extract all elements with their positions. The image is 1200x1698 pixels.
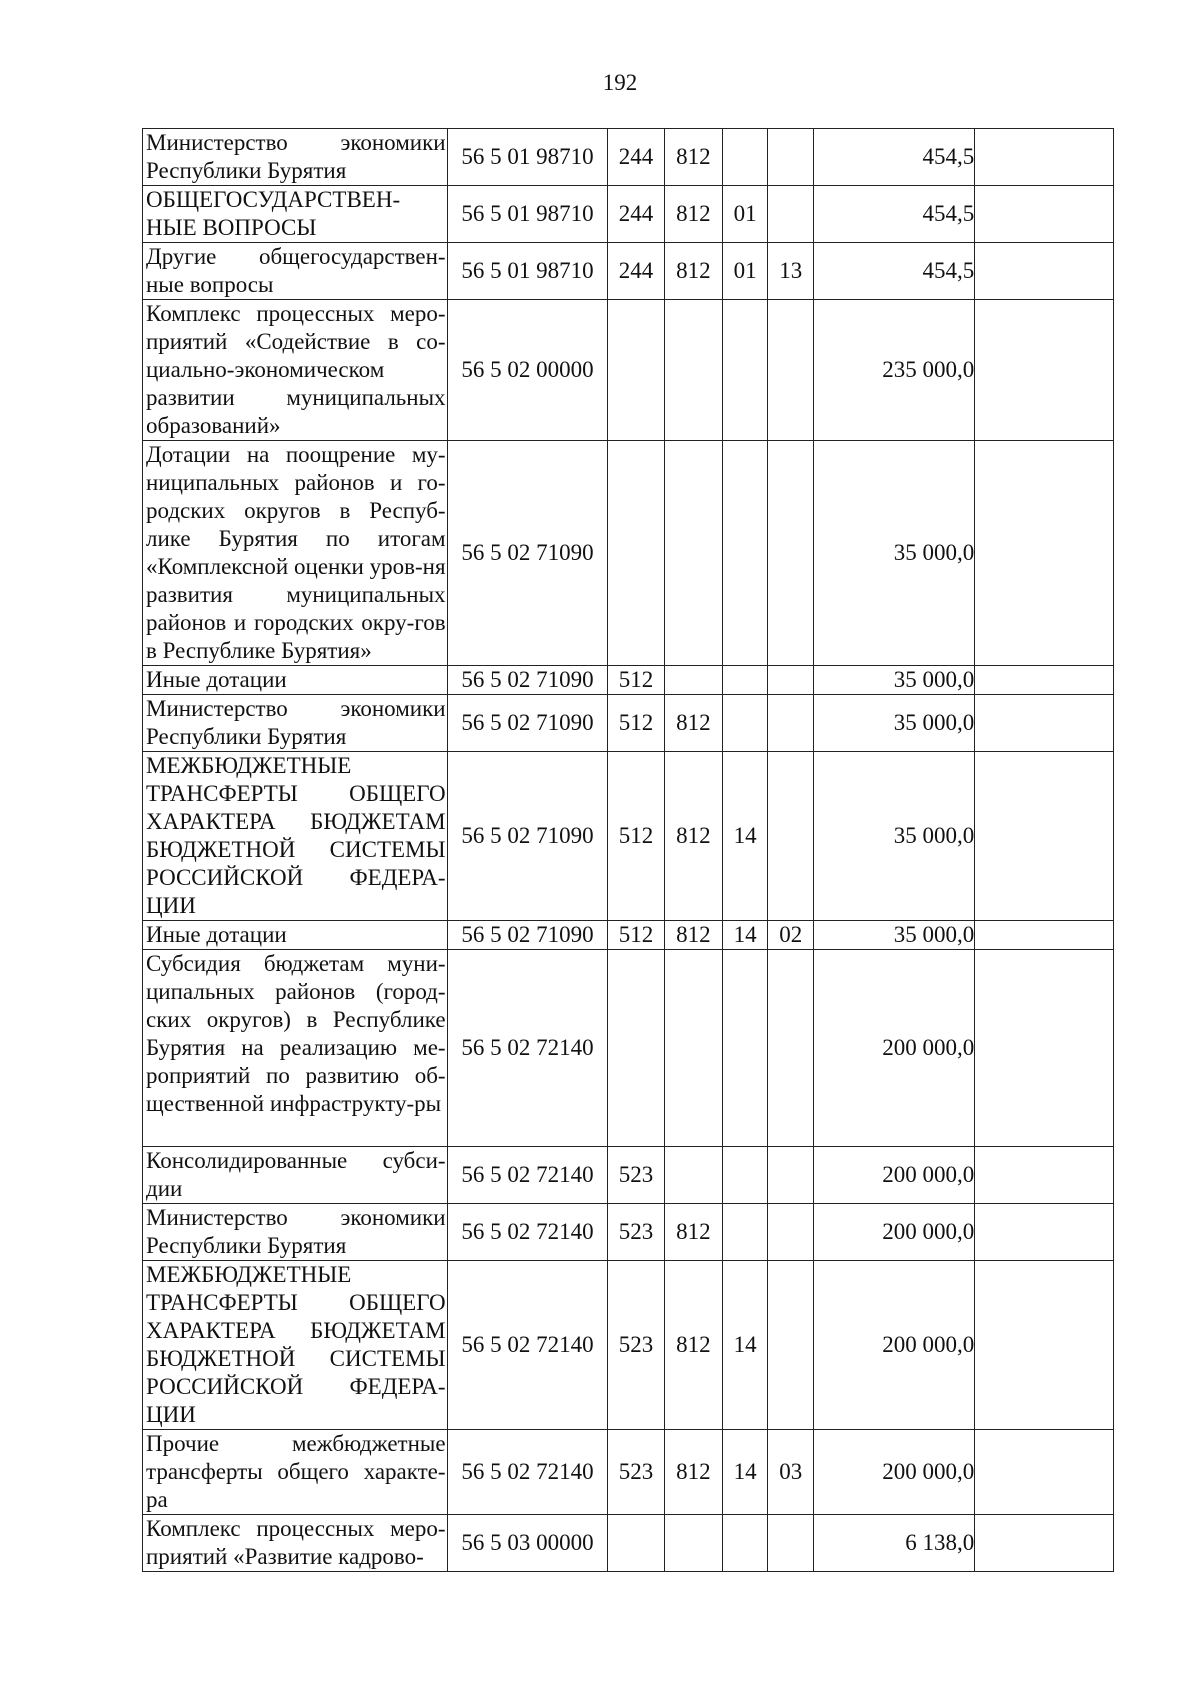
row-amount: 235 000,0 <box>814 300 975 441</box>
row-target-code: 56 5 02 00000 <box>447 300 608 441</box>
row-grbs-code <box>664 441 722 666</box>
row-expense-type <box>608 950 664 1147</box>
table-row <box>143 1204 1114 1261</box>
row-expense-type: 523 <box>608 1261 664 1430</box>
budget-table-body <box>143 129 1114 1572</box>
row-subsection: 13 <box>768 243 814 300</box>
row-subsection <box>768 752 814 921</box>
row-name: Министерство экономики Республики Бурятия <box>143 1204 448 1261</box>
row-amount: 200 000,0 <box>814 1430 975 1515</box>
table-row <box>143 752 1114 921</box>
table-row <box>143 1261 1114 1430</box>
row-name: Комплекс процессных меро-приятий «Содействие в со-циально-экономическом развитии муниципальных образований» <box>143 300 448 441</box>
row-subsection <box>768 950 814 1147</box>
row-grbs-code <box>664 950 722 1147</box>
row-target-code: 56 5 02 71090 <box>447 441 608 666</box>
row-amount: 35 000,0 <box>814 666 975 695</box>
row-empty-cell <box>975 695 1114 752</box>
row-target-code: 56 5 02 71090 <box>447 921 608 950</box>
row-grbs-code <box>664 1147 722 1204</box>
row-amount: 6 138,0 <box>814 1515 975 1572</box>
row-expense-type: 512 <box>608 666 664 695</box>
row-section: 01 <box>722 186 767 243</box>
row-grbs-code: 812 <box>664 1204 722 1261</box>
table-row <box>143 1515 1114 1572</box>
budget-table <box>142 128 1114 1572</box>
row-section <box>722 666 767 695</box>
row-expense-type: 244 <box>608 243 664 300</box>
row-name: Министерство экономики Республики Бурятия <box>143 129 448 186</box>
row-expense-type: 523 <box>608 1430 664 1515</box>
row-expense-type: 512 <box>608 695 664 752</box>
row-grbs-code: 812 <box>664 1430 722 1515</box>
table-row <box>143 186 1114 243</box>
row-target-code: 56 5 02 72140 <box>447 950 608 1147</box>
row-section <box>722 1515 767 1572</box>
row-amount: 35 000,0 <box>814 441 975 666</box>
row-section: 14 <box>722 1261 767 1430</box>
row-subsection <box>768 695 814 752</box>
table-row <box>143 243 1114 300</box>
row-subsection <box>768 1515 814 1572</box>
row-empty-cell <box>975 1147 1114 1204</box>
row-grbs-code: 812 <box>664 695 722 752</box>
table-row <box>143 666 1114 695</box>
table-row <box>143 950 1114 1147</box>
row-empty-cell <box>975 1204 1114 1261</box>
row-empty-cell <box>975 243 1114 300</box>
page-number: 192 <box>602 70 638 95</box>
row-name: Дотации на поощрение му-ниципальных районов и го-родских округов в Респуб-лике Бурятия по итогам «Комплексной оценки уров-ня развития муниципальных районов и городских окру-гов в Республике Бурятия» <box>143 441 448 666</box>
row-expense-type: 523 <box>608 1147 664 1204</box>
row-expense-type <box>608 441 664 666</box>
row-grbs-code: 812 <box>664 1261 722 1430</box>
row-grbs-code: 812 <box>664 129 722 186</box>
row-grbs-code: 812 <box>664 243 722 300</box>
row-empty-cell <box>975 441 1114 666</box>
table-row <box>143 695 1114 752</box>
row-grbs-code: 812 <box>664 186 722 243</box>
row-amount: 454,5 <box>814 243 975 300</box>
table-row <box>143 129 1114 186</box>
row-empty-cell <box>975 300 1114 441</box>
row-subsection <box>768 300 814 441</box>
row-target-code: 56 5 01 98710 <box>447 186 608 243</box>
row-target-code: 56 5 02 72140 <box>447 1261 608 1430</box>
row-amount: 454,5 <box>814 186 975 243</box>
row-empty-cell <box>975 950 1114 1147</box>
row-section <box>722 950 767 1147</box>
row-empty-cell <box>975 921 1114 950</box>
row-subsection <box>768 129 814 186</box>
row-expense-type: 244 <box>608 186 664 243</box>
row-section <box>722 441 767 666</box>
row-subsection: 02 <box>768 921 814 950</box>
row-subsection <box>768 1261 814 1430</box>
row-section: 14 <box>722 752 767 921</box>
row-name: Консолидированные субси-дии <box>143 1147 448 1204</box>
row-target-code: 56 5 02 71090 <box>447 666 608 695</box>
row-grbs-code: 812 <box>664 752 722 921</box>
row-target-code: 56 5 02 71090 <box>447 752 608 921</box>
row-expense-type: 523 <box>608 1204 664 1261</box>
row-name: Иные дотации <box>143 666 448 695</box>
row-name: Субсидия бюджетам муни-ципальных районов (город-ских округов) в Республике Бурятия на реализацию ме-роприятий по развитию об-щественной инфраструкту-ры <box>143 950 448 1147</box>
row-section <box>722 300 767 441</box>
row-subsection <box>768 186 814 243</box>
row-amount: 35 000,0 <box>814 752 975 921</box>
row-empty-cell <box>975 1515 1114 1572</box>
row-target-code: 56 5 02 71090 <box>447 695 608 752</box>
row-subsection <box>768 441 814 666</box>
row-subsection <box>768 1147 814 1204</box>
row-section: 14 <box>722 921 767 950</box>
row-name: ОБЩЕГОСУДАРСТВЕН-НЫЕ ВОПРОСЫ <box>143 186 448 243</box>
row-amount: 35 000,0 <box>814 921 975 950</box>
row-empty-cell <box>975 186 1114 243</box>
row-expense-type <box>608 1515 664 1572</box>
row-empty-cell <box>975 666 1114 695</box>
row-amount: 454,5 <box>814 129 975 186</box>
row-expense-type: 512 <box>608 752 664 921</box>
row-subsection: 03 <box>768 1430 814 1515</box>
table-row <box>143 300 1114 441</box>
row-name: МЕЖБЮДЖЕТНЫЕ ТРАНСФЕРТЫ ОБЩЕГО ХАРАКТЕРА БЮДЖЕТАМ БЮДЖЕТНОЙ СИСТЕМЫ РОССИЙСКОЙ ФЕДЕРА-ЦИИ <box>143 1261 448 1430</box>
row-target-code: 56 5 02 72140 <box>447 1204 608 1261</box>
row-name: Комплекс процессных меро-приятий «Развитие кадрово- <box>143 1515 448 1572</box>
row-target-code: 56 5 02 72140 <box>447 1147 608 1204</box>
row-amount: 200 000,0 <box>814 1147 975 1204</box>
row-expense-type <box>608 300 664 441</box>
row-target-code: 56 5 02 72140 <box>447 1430 608 1515</box>
row-amount: 35 000,0 <box>814 695 975 752</box>
row-section <box>722 1147 767 1204</box>
row-amount: 200 000,0 <box>814 950 975 1147</box>
row-empty-cell <box>975 752 1114 921</box>
row-empty-cell <box>975 129 1114 186</box>
row-empty-cell <box>975 1430 1114 1515</box>
row-grbs-code <box>664 300 722 441</box>
table-row <box>143 1430 1114 1515</box>
table-row <box>143 921 1114 950</box>
row-section: 01 <box>722 243 767 300</box>
row-target-code: 56 5 01 98710 <box>447 129 608 186</box>
row-name: Иные дотации <box>143 921 448 950</box>
row-grbs-code <box>664 1515 722 1572</box>
table-row <box>143 1147 1114 1204</box>
row-section: 14 <box>722 1430 767 1515</box>
table-row <box>143 441 1114 666</box>
row-grbs-code <box>664 666 722 695</box>
row-name: Другие общегосударствен-ные вопросы <box>143 243 448 300</box>
row-amount: 200 000,0 <box>814 1261 975 1430</box>
row-section <box>722 1204 767 1261</box>
row-expense-type: 512 <box>608 921 664 950</box>
row-empty-cell <box>975 1261 1114 1430</box>
row-section <box>722 129 767 186</box>
row-amount: 200 000,0 <box>814 1204 975 1261</box>
row-target-code: 56 5 03 00000 <box>447 1515 608 1572</box>
row-expense-type: 244 <box>608 129 664 186</box>
row-name: Министерство экономики Республики Бурятия <box>143 695 448 752</box>
row-subsection <box>768 666 814 695</box>
row-name: МЕЖБЮДЖЕТНЫЕ ТРАНСФЕРТЫ ОБЩЕГО ХАРАКТЕРА БЮДЖЕТАМ БЮДЖЕТНОЙ СИСТЕМЫ РОССИЙСКОЙ ФЕДЕРА-ЦИИ <box>143 752 448 921</box>
row-target-code: 56 5 01 98710 <box>447 243 608 300</box>
row-grbs-code: 812 <box>664 921 722 950</box>
row-subsection <box>768 1204 814 1261</box>
row-name: Прочие межбюджетные трансферты общего характе-ра <box>143 1430 448 1515</box>
row-section <box>722 695 767 752</box>
